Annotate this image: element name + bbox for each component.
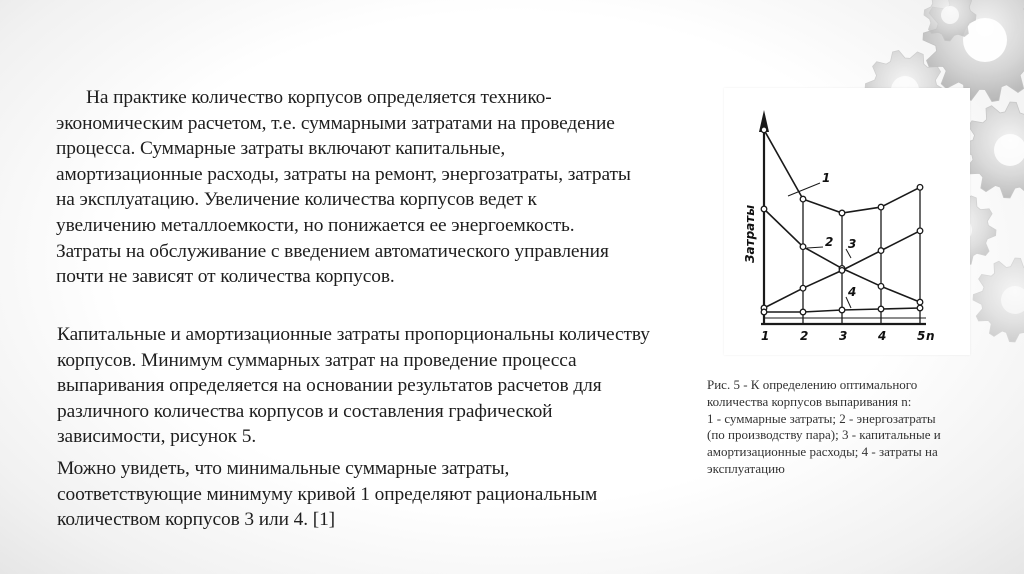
caption-line: (по производству пара); 3 - капитальные и	[707, 427, 941, 443]
data-point	[917, 185, 923, 191]
x-tick-label: 5	[917, 329, 926, 343]
series-label-leader	[807, 247, 823, 248]
x-tick-label: 2	[800, 329, 809, 343]
caption-line: амортизационные расходы; 4 - затраты на	[707, 444, 938, 460]
data-point	[878, 204, 884, 210]
cost-chart	[724, 88, 970, 355]
caption-line: 1 - суммарные затраты; 2 - энергозатраты	[707, 410, 936, 426]
data-point	[917, 299, 923, 305]
figure-caption	[707, 377, 987, 478]
data-point	[800, 309, 806, 315]
series-label-3: 3	[848, 237, 857, 251]
data-point	[917, 305, 923, 311]
series-label-2: 2	[825, 235, 834, 249]
data-point	[839, 268, 845, 274]
paragraph-capital-costs: Капитальные и амортизационные затраты пропорциональны количеству корпусов. Минимум суммарных затрат на проведение процесса выпаривания определяется на основании результатов расчетов для различного количества корпусов и составления графической зависимости, рисунок 5.	[57, 324, 650, 448]
data-point	[761, 206, 767, 212]
data-point	[878, 284, 884, 290]
caption-line: эксплуатацию	[707, 460, 785, 476]
paragraph-conclusion: Можно увидеть, что минимальные суммарные затраты, соответствующие минимуму кривой 1 определяют рациональным количеством корпусов 3 или 4. [1]	[57, 458, 598, 531]
figure-chart-box	[724, 88, 970, 355]
data-point	[761, 309, 767, 315]
data-point	[839, 210, 845, 216]
data-point	[878, 248, 884, 254]
x-axis-label: n	[926, 329, 935, 343]
data-point	[800, 244, 806, 250]
series-label-leader	[788, 183, 820, 196]
series-label-4: 4	[848, 285, 857, 299]
data-point	[917, 228, 923, 234]
series-line-1	[764, 130, 920, 213]
x-tick-label: 3	[839, 329, 848, 343]
paragraph-practice: На практике количество корпусов определяется технико-экономическим расчетом, т.е. суммарными затратами на проведение процесса. Суммарные затраты включают капитальные, амортизационные расходы, затраты на ремонт, энергозатраты, затраты на эксплуатацию. Увеличение количества корпусов ведет к увеличению металлоемкости, но понижается ее энергоемкость. Затраты на обслуживание с введением автоматического управления почти не зависят от количества корпусов.	[56, 87, 631, 288]
caption-line: количества корпусов выпаривания n:	[707, 393, 912, 409]
y-axis-label: Затраты	[743, 204, 757, 263]
data-point	[800, 285, 806, 291]
caption-line: Рис. 5 - К определению оптимального	[707, 377, 918, 392]
x-tick-label: 1	[761, 329, 770, 343]
data-point	[878, 306, 884, 312]
series-label-1: 1	[822, 171, 831, 185]
data-point	[761, 127, 767, 133]
data-point	[839, 307, 845, 313]
data-point	[800, 196, 806, 202]
x-tick-label: 4	[878, 329, 887, 343]
